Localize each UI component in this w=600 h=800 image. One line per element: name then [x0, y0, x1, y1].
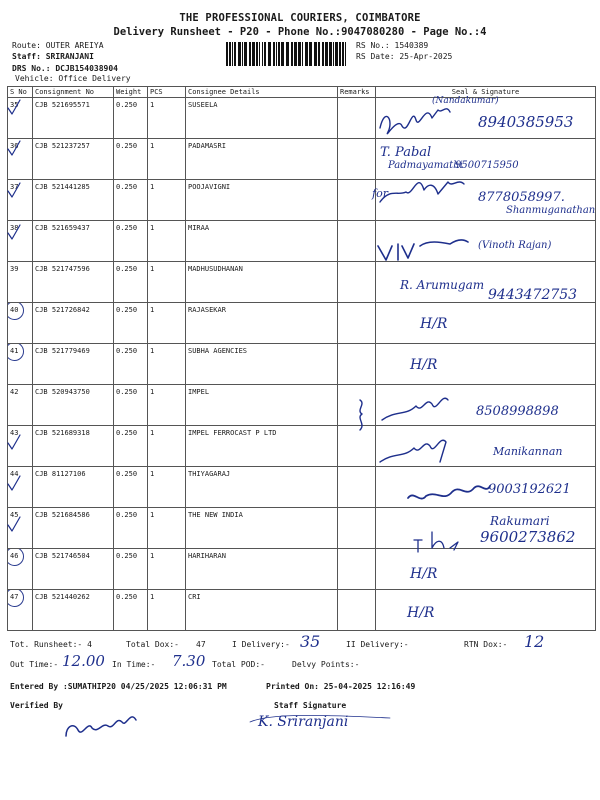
consignee-cell: MADHUSUDHANAN — [186, 262, 338, 303]
serial-number-text: 44 — [10, 470, 19, 478]
remarks-cell — [338, 344, 376, 385]
sig44-phone: 9003192621 — [488, 482, 571, 497]
printed-on: Printed On: 25-04-2025 12:16:49 — [266, 682, 416, 691]
col-header-pcs: PCS — [148, 87, 186, 98]
signature-cell — [376, 549, 596, 590]
sig36-phone: 9500715950 — [455, 160, 519, 171]
weight-cell: 0.250 — [114, 467, 148, 508]
weight-cell: 0.250 — [114, 344, 148, 385]
serial-number-text: 43 — [10, 429, 19, 437]
consignee-cell: IMPEL FERROCAST P LTD — [186, 426, 338, 467]
circle-mark — [8, 590, 25, 608]
remarks-cell — [338, 303, 376, 344]
barcode-image — [226, 42, 350, 66]
i-delivery-value: 35 — [300, 632, 321, 651]
consignee-cell: MIRAA — [186, 221, 338, 262]
serial-number-text: 38 — [10, 224, 19, 232]
serial-number — [10, 593, 18, 601]
weight-cell: 0.250 — [114, 221, 148, 262]
hr-40: H/R — [420, 316, 448, 332]
consignee-cell: PADAMASRI — [186, 139, 338, 180]
table-row — [8, 549, 596, 590]
pcs-cell: 1 — [148, 180, 186, 221]
pcs-cell: 1 — [148, 590, 186, 631]
serial-number-text: 35 — [10, 101, 19, 109]
serial-number — [10, 265, 18, 273]
rtn-dox-value: 12 — [524, 632, 545, 651]
sno-cell — [8, 508, 33, 549]
entered-by: Entered By :SUMATHIP20 04/25/2025 12:06:31 PM — [10, 682, 227, 691]
consignee-cell: THIYAGARAJ — [186, 467, 338, 508]
serial-number-text: 41 — [10, 347, 19, 355]
consignment-no-cell: CJB 521779469 — [33, 344, 114, 385]
sno-cell — [8, 467, 33, 508]
serial-number-text: 42 — [10, 388, 19, 396]
serial-number — [10, 429, 18, 437]
vehicle-label: Vehicle: Office Delivery — [15, 74, 131, 83]
consignment-no-cell: CJB 521440262 — [33, 590, 114, 631]
hr-47: H/R — [407, 605, 435, 621]
out-time-label: Out Time:- — [10, 660, 59, 669]
sno-cell — [8, 180, 33, 221]
consignment-no-cell: CJB 521659437 — [33, 221, 114, 262]
consignee-cell: IMPEL — [186, 385, 338, 426]
staff-signature-label: Staff Signature — [274, 701, 347, 710]
circle-mark — [8, 344, 25, 362]
remarks-cell — [338, 385, 376, 426]
serial-number — [10, 470, 18, 478]
col-header-sno: S No — [8, 87, 33, 98]
consignment-no-cell: CJB 81127106 — [33, 467, 114, 508]
consignee-cell: POOJAVIGNI — [186, 180, 338, 221]
serial-number-text: 36 — [10, 142, 19, 150]
pcs-cell: 1 — [148, 385, 186, 426]
consignee-cell: THE NEW INDIA — [186, 508, 338, 549]
sig42-phone: 8508998898 — [476, 404, 559, 419]
total-dox-value: 47 — [196, 640, 206, 649]
consignment-no-cell: CJB 521689318 — [33, 426, 114, 467]
sig45-phone: 9600273862 — [480, 528, 576, 546]
consignee-cell: SUBHA AGENCIES — [186, 344, 338, 385]
table-row — [8, 344, 596, 385]
remarks-cell — [338, 221, 376, 262]
sig38-name: (Vinoth Rajan) — [478, 240, 552, 251]
weight-cell: 0.250 — [114, 508, 148, 549]
signature-cell — [376, 303, 596, 344]
serial-number-text: 39 — [10, 265, 19, 273]
sno-cell — [8, 385, 33, 426]
pcs-cell: 1 — [148, 508, 186, 549]
sno-cell — [8, 590, 33, 631]
serial-number — [10, 347, 18, 355]
serial-number — [10, 511, 18, 519]
serial-number-text: 45 — [10, 511, 19, 519]
delvy-points-label: Delvy Points:- — [292, 660, 360, 669]
weight-cell: 0.250 — [114, 549, 148, 590]
verifier-signature — [66, 717, 136, 736]
consignment-no-cell: CJB 521441285 — [33, 180, 114, 221]
consignee-cell: SUSEELA — [186, 98, 338, 139]
remarks-cell — [338, 590, 376, 631]
pcs-cell: 1 — [148, 262, 186, 303]
weight-cell: 0.250 — [114, 385, 148, 426]
consignee-cell: HARIHARAN — [186, 549, 338, 590]
remarks-cell — [338, 549, 376, 590]
serial-number — [10, 552, 18, 560]
rtn-dox-label: RTN Dox:- — [464, 640, 508, 649]
col-header-consignee: Consignee Details — [186, 87, 338, 98]
serial-number-text: 47 — [10, 593, 19, 601]
table-row — [8, 139, 596, 180]
weight-cell: 0.250 — [114, 139, 148, 180]
remarks-cell — [338, 180, 376, 221]
i-delivery-label: I Delivery:- — [232, 640, 290, 649]
remarks-cell — [338, 139, 376, 180]
col-header-signature: Seal & Signature — [376, 87, 596, 98]
remarks-cell — [338, 508, 376, 549]
weight-cell: 0.250 — [114, 262, 148, 303]
in-time-value: 7.30 — [172, 652, 206, 670]
table-row — [8, 303, 596, 344]
route-label: Route: OUTER AREIYA — [12, 41, 104, 50]
sig39-name: R. Arumugam — [400, 278, 485, 292]
sig37-phone: 8778058997. — [478, 190, 565, 205]
pcs-cell: 1 — [148, 344, 186, 385]
consignment-no-cell: CJB 521684586 — [33, 508, 114, 549]
sno-cell — [8, 221, 33, 262]
sno-cell — [8, 98, 33, 139]
serial-number-text: 46 — [10, 552, 19, 560]
remarks-cell — [338, 98, 376, 139]
total-dox-label: Total Dox:- — [126, 640, 179, 649]
table-row — [8, 590, 596, 631]
runsheet-subtitle: Delivery Runsheet - P20 - Phone No.:9047080280 - Page No.:4 — [113, 26, 487, 38]
serial-number — [10, 306, 18, 314]
col-header-weight: Weight — [114, 87, 148, 98]
in-time-label: In Time:- — [112, 660, 156, 669]
remarks-cell — [338, 467, 376, 508]
total-pod-label: Total POD:- — [212, 660, 265, 669]
serial-number — [10, 388, 18, 396]
consignment-no-cell: CJB 521237257 — [33, 139, 114, 180]
staff-signature-ink: K. Sriranjani — [258, 714, 349, 730]
consignee-cell: CRI — [186, 590, 338, 631]
consignee-cell: RAJASEKAR — [186, 303, 338, 344]
consignment-no-cell: CJB 521695571 — [33, 98, 114, 139]
company-title: THE PROFESSIONAL COURIERS, COIMBATORE — [179, 12, 421, 24]
weight-cell: 0.250 — [114, 426, 148, 467]
consignment-no-cell: CJB 521746504 — [33, 549, 114, 590]
out-time-value: 12.00 — [62, 652, 105, 670]
consignment-no-cell: CJB 521747596 — [33, 262, 114, 303]
remarks-cell — [338, 426, 376, 467]
circle-mark — [8, 549, 25, 567]
pcs-cell: 1 — [148, 98, 186, 139]
pcs-cell: 1 — [148, 467, 186, 508]
consignment-no-cell: CJB 520943750 — [33, 385, 114, 426]
ii-delivery-label: II Delivery:- — [346, 640, 409, 649]
sno-cell — [8, 262, 33, 303]
tot-runsheet: Tot. Runsheet:- 4 — [10, 640, 92, 649]
rs-no-label: RS No.: 1540389 — [356, 41, 429, 50]
col-header-remarks: Remarks — [338, 87, 376, 98]
hr-46: H/R — [410, 566, 438, 582]
sig35-name: (Nandakumar) — [432, 96, 499, 106]
consignment-no-cell: CJB 521726842 — [33, 303, 114, 344]
table-header-row — [8, 87, 596, 98]
weight-cell: 0.250 — [114, 303, 148, 344]
serial-number — [10, 101, 18, 109]
remarks-cell — [338, 262, 376, 303]
verified-by-label: Verified By — [10, 701, 63, 710]
pcs-cell: 1 — [148, 549, 186, 590]
serial-number — [10, 183, 18, 191]
sig39-phone: 9443472753 — [488, 287, 578, 303]
sno-cell — [8, 344, 33, 385]
sig37-for: for — [372, 187, 388, 200]
pcs-cell: 1 — [148, 426, 186, 467]
sig35-phone: 8940385953 — [478, 113, 574, 131]
serial-number — [10, 224, 18, 232]
weight-cell: 0.250 — [114, 590, 148, 631]
hr-41: H/R — [410, 357, 438, 373]
circle-mark — [8, 303, 25, 321]
sig36-sub: Padmayamathi — [388, 160, 463, 171]
sno-cell — [8, 549, 33, 590]
col-header-consignment: Consignment No — [33, 87, 114, 98]
serial-number-text: 37 — [10, 183, 19, 191]
sno-cell — [8, 303, 33, 344]
weight-cell: 0.250 — [114, 98, 148, 139]
pcs-cell: 1 — [148, 303, 186, 344]
pcs-cell: 1 — [148, 221, 186, 262]
rs-date-label: RS Date: 25-Apr-2025 — [356, 52, 453, 61]
sig37-name: Shanmuganathan — [506, 205, 596, 216]
weight-cell: 0.250 — [114, 180, 148, 221]
signature-cell — [376, 344, 596, 385]
serial-number-text: 40 — [10, 306, 19, 314]
signature-cell — [376, 426, 596, 467]
drs-label: DRS No.: DCJB154038904 — [12, 64, 118, 73]
sig43-name: Manikannan — [493, 445, 563, 458]
sig36-name: T. Pabal — [380, 145, 432, 160]
sig45-name: Rakumari — [490, 514, 550, 528]
staff-label: Staff: SRIRANJANI — [12, 52, 94, 61]
serial-number — [10, 142, 18, 150]
sno-cell — [8, 139, 33, 180]
pcs-cell: 1 — [148, 139, 186, 180]
sno-cell — [8, 426, 33, 467]
